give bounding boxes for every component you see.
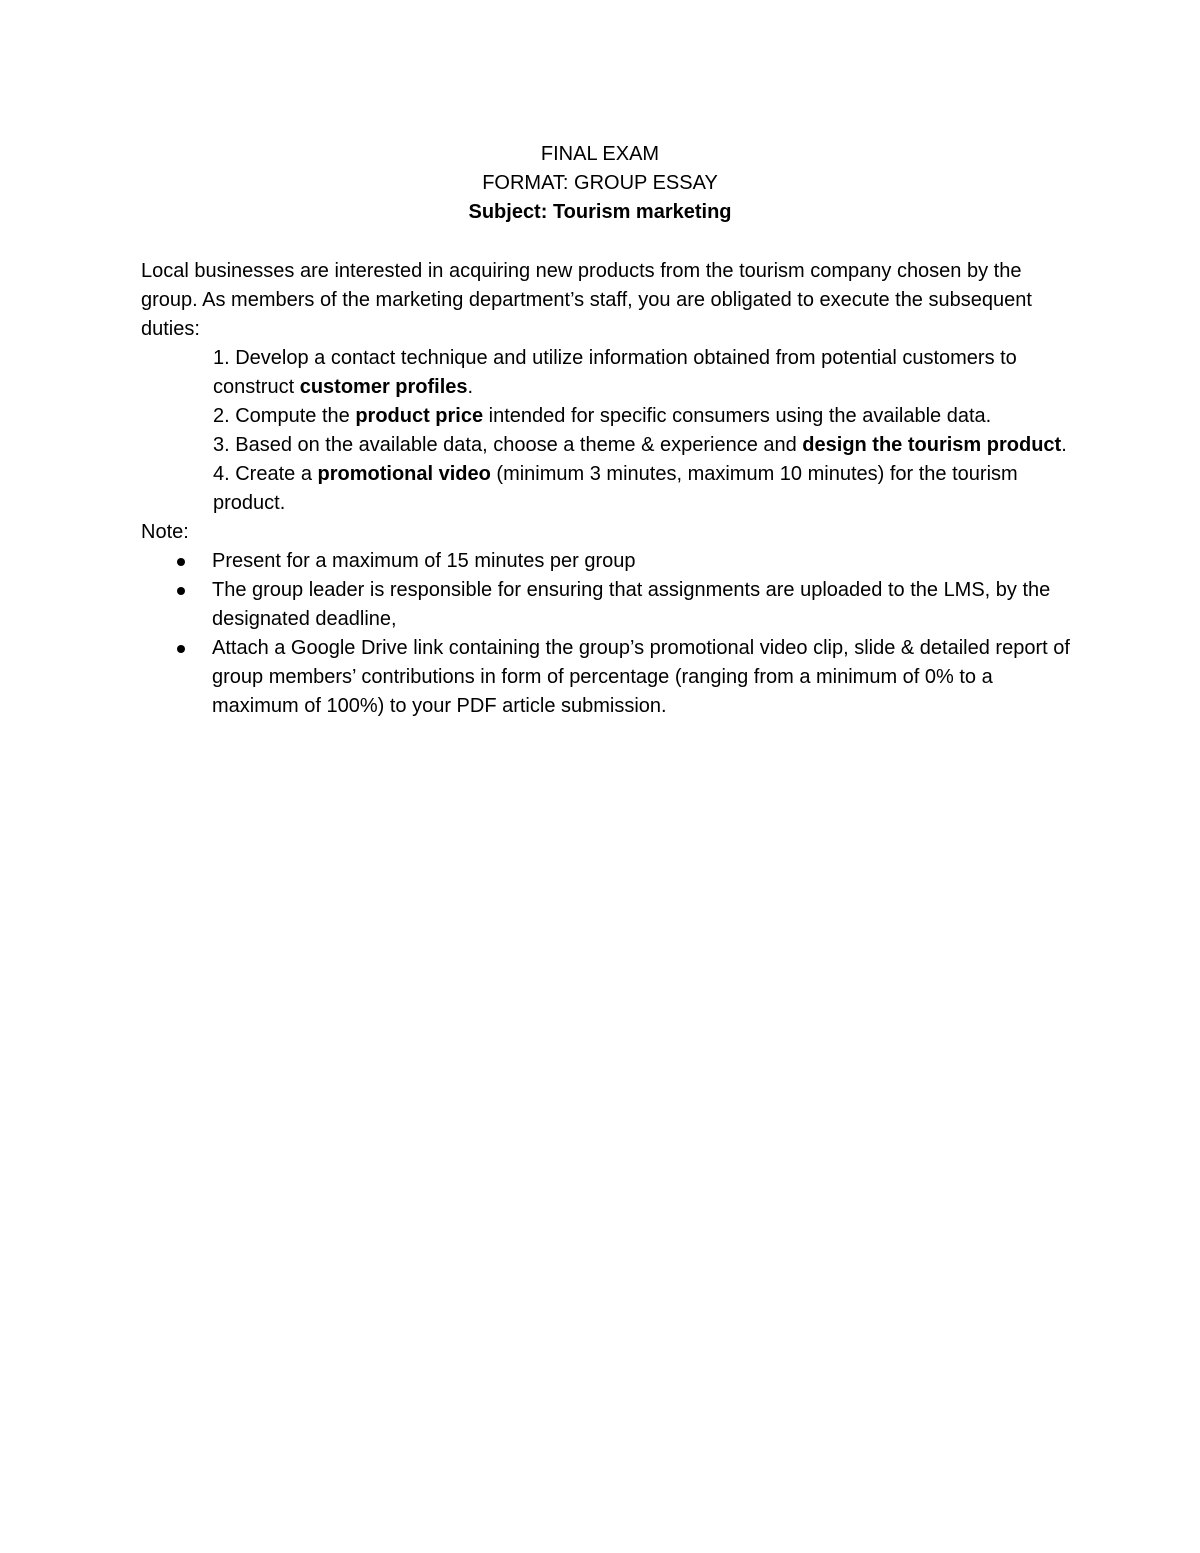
note-label: Note: [141,521,189,543]
task-list [141,344,1071,518]
task-emphasis: design the tourism product [802,434,1062,456]
task-text: (minimum 3 minutes, maximum 10 minutes) for the tourism product. [213,463,1018,514]
exam-title: FINAL EXAM [540,143,660,165]
bullet-icon [177,645,185,653]
note-item [141,576,1071,634]
note-item [141,547,1071,576]
task-text: 1. Develop a contact technique and utilize information obtained from potential customers to construct [213,347,1017,398]
task-emphasis: customer profiles [299,376,468,398]
task-text: . [1061,434,1067,456]
intro-paragraph: Local businesses are interested in acquiring new products from the tourism company chosen by the group. As members of the marketing department’s staff, you are obligated to execute the subsequent duties: [141,260,1032,340]
task-item [213,460,1071,518]
note-text: Present for a maximum of 15 minutes per group [212,550,636,572]
document-header [0,140,1200,227]
task-text: . [467,376,474,398]
exam-subject [0,198,1200,227]
task-text: 2. Compute the [213,405,356,427]
note-text: Attach a Google Drive link containing the group’s promotional video clip, slide & detailed report of group members’ contributions in form of percentage (ranging from a minimum of 0% to a maximum of 100%) to your PDF article submission. [212,637,1070,717]
task-text: 4. Create a [213,463,318,485]
subject-label: Subject: [468,201,548,223]
bullet-icon [177,587,185,595]
task-item [213,344,1071,402]
task-item [213,431,1071,460]
document-body [141,257,1071,721]
note-list [141,547,1071,721]
task-text: intended for specific consumers using the available data. [483,405,992,427]
task-emphasis: product price [355,405,484,427]
subject-value: Tourism marketing [552,201,732,223]
bullet-icon [177,558,185,566]
task-item [213,402,1071,431]
note-text: The group leader is responsible for ensuring that assignments are uploaded to the LMS, by the designated deadline, [212,579,1051,630]
task-text: 3. Based on the available data, choose a theme & experience and [213,434,803,456]
exam-format: FORMAT: GROUP ESSAY [482,172,718,194]
note-item [141,634,1071,721]
task-emphasis: promotional video [317,463,491,485]
